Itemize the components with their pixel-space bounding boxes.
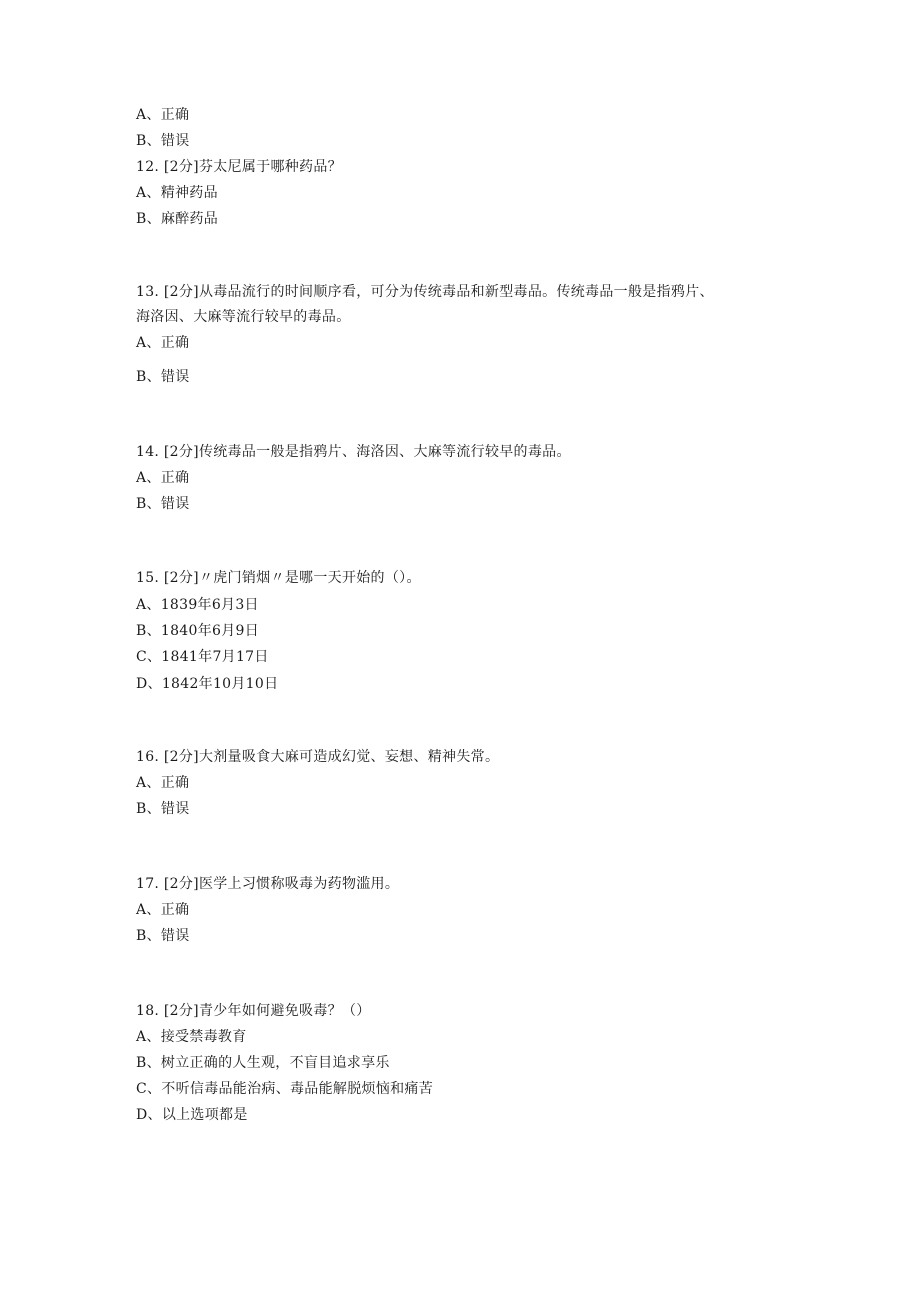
question-15-option-c: C、1841年7月17日 <box>136 649 269 665</box>
question-15-option-b: B、1840年6月9日 <box>136 623 260 639</box>
question-15-option-d: D、1842年10月10日 <box>136 676 279 692</box>
question-12-option-a: A、精神药品 <box>136 185 218 201</box>
question-13-option-b: B、错误 <box>136 369 190 385</box>
question-16-option-b: B、错误 <box>136 801 190 817</box>
question-13-text: 13. [2分]从毒品流行的时间顺序看，可分为传统毒品和新型毒品。传统毒品一般是指鸦片、 <box>136 284 714 300</box>
question-16-option-a: A、正确 <box>136 775 190 791</box>
question-12-option-b: B、麻醉药品 <box>136 211 219 227</box>
question-14-option-a: A、正确 <box>136 470 190 486</box>
question-18-option-b: B、树立正确的人生观，不盲目追求享乐 <box>136 1055 390 1071</box>
question-18-option-d: D、以上选项都是 <box>136 1107 248 1123</box>
question-16-text: 16. [2分]大剂量吸食大麻可造成幻觉、妄想、精神失常。 <box>136 749 500 765</box>
question-12-text: 12. [2分]芬太尼属于哪种药品？ <box>136 159 342 175</box>
question-17-option-b: B、错误 <box>136 928 190 944</box>
question-13-text-cont: 海洛因、大麻等流行较早的毒品。 <box>136 309 351 325</box>
question-14-option-b: B、错误 <box>136 496 190 512</box>
question-18-option-a: A、接受禁毒教育 <box>136 1029 247 1045</box>
option-a: A、正确 <box>136 107 190 123</box>
question-17-option-a: A、正确 <box>136 902 190 918</box>
question-15-option-a: A、1839年6月3日 <box>136 597 259 613</box>
question-13-option-a: A、正确 <box>136 335 190 351</box>
question-14-text: 14. [2分]传统毒品一般是指鸦片、海洛因、大麻等流行较早的毒品。 <box>136 444 571 460</box>
question-17-text: 17. [2分]医学上习惯称吸毒为药物滥用。 <box>136 876 400 892</box>
question-18-text: 18. [2分]青少年如何避免吸毒？（） <box>136 1003 371 1019</box>
option-b: B、错误 <box>136 133 190 149</box>
question-15-text: 15. [2分]〃虎门销烟〃是哪一天开始的（）。 <box>136 570 421 586</box>
question-18-option-c: C、不听信毒品能治病、毒品能解脱烦恼和痛苦 <box>136 1081 434 1097</box>
